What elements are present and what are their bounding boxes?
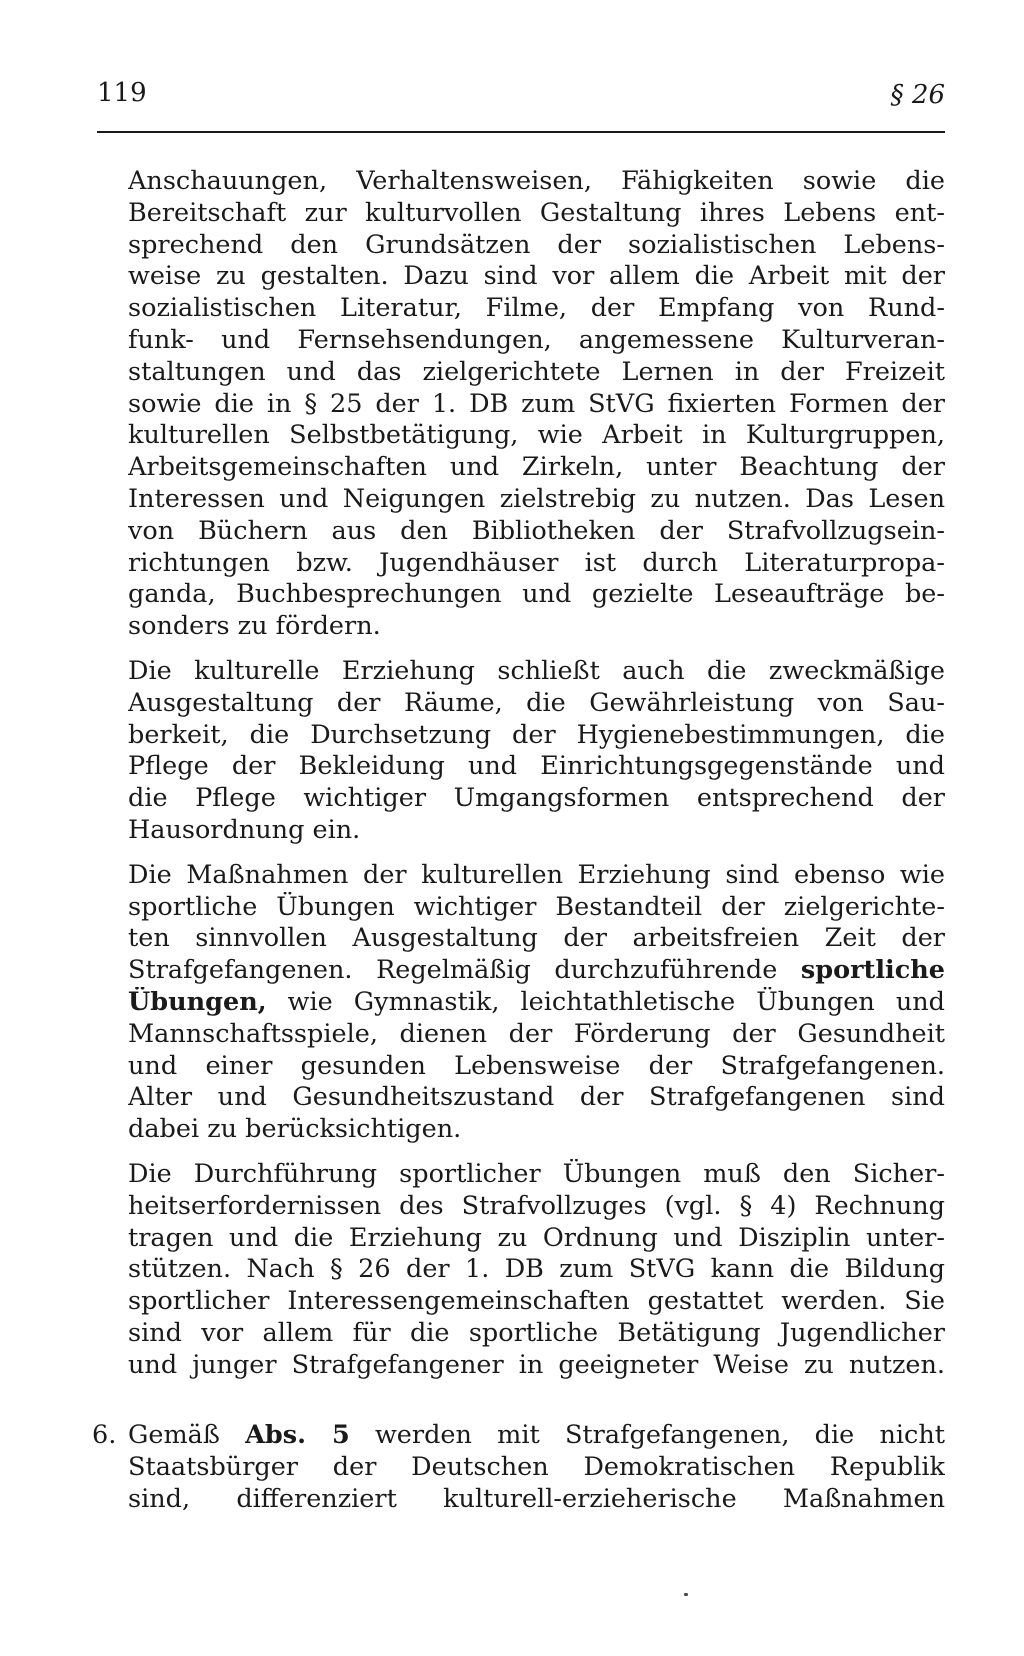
text-line: richtungen bzw. Jugendhäuser ist durch Literaturpropa- (128, 547, 945, 578)
text-line: von Büchern aus den Bibliotheken der Strafvollzugsein- (128, 515, 945, 546)
item-number: 6. (92, 1420, 117, 1450)
text-line: Staatsbürger der Deutschen Demokratischen Republik (128, 1451, 945, 1482)
paragraph-1 (128, 166, 945, 643)
numbered-item-body (128, 1420, 945, 1515)
paragraph-4 (128, 1159, 945, 1382)
text-line: ganda, Buchbesprechungen und gezielte Leseaufträge be- (128, 579, 945, 610)
text-line: Die Durchführung sportlicher Übungen muß den Sicher- (128, 1158, 945, 1189)
text-line: funk- und Fernsehsendungen, angemessene Kulturveran- (128, 324, 945, 355)
page-header (97, 78, 945, 114)
bold-term: Übungen, (128, 986, 267, 1017)
numbered-item-6 (92, 1420, 945, 1515)
text-line: Interessen und Neigungen zielstrebig zu nutzen. Das Lesen (128, 483, 945, 514)
text-run: Gemäß (128, 1420, 246, 1450)
page-number: 119 (97, 78, 147, 108)
text-line: sprechend den Grundsätzen der sozialistischen Lebens- (128, 229, 945, 260)
text-run: Strafgefangenen. Regelmäßig durchzuführende (128, 955, 801, 986)
text-line: die Pflege wichtiger Umgangsformen entsprechend der (128, 783, 945, 814)
bold-term: sportliche (800, 955, 945, 986)
text-run: werden mit Strafgefangenen, die nicht (349, 1420, 945, 1450)
paragraph-2 (128, 656, 945, 847)
text-line: sonders zu fördern. (128, 611, 381, 642)
text-line: und junger Strafgefangener in geeigneter Weise zu nutzen. (128, 1349, 945, 1380)
text-line: Die kulturelle Erziehung schließt auch die zweckmäßige (128, 655, 945, 686)
text-line: Hausordnung ein. (128, 814, 361, 845)
text-line: sind, differenziert kulturell-erzieherische Maßnahmen (128, 1483, 945, 1514)
text-line: sowie die in § 25 der 1. DB zum StVG fixierten Formen der (128, 388, 945, 419)
text-run: wie Gymnastik, leichtathletische Übungen und (266, 986, 945, 1017)
scan-speck (684, 1593, 688, 1596)
text-line: sozialistischen Literatur, Filme, der Empfang von Rund- (128, 293, 945, 324)
text-line: Arbeitsgemeinschaften und Zirkeln, unter Beachtung der (128, 452, 945, 483)
text-line: kulturellen Selbstbetätigung, wie Arbeit in Kulturgruppen, (128, 420, 945, 451)
bold-term: Abs. 5 (245, 1420, 350, 1450)
text-line-with-bold (128, 987, 945, 1019)
paragraph-3 (128, 860, 945, 1146)
section-reference: § 26 (890, 80, 945, 110)
text-line: sportlicher Interessengemeinschaften gestattet werden. Sie (128, 1286, 945, 1317)
text-line: weise zu gestalten. Dazu sind vor allem die Arbeit mit der (128, 261, 945, 292)
text-line: dabei zu berücksichtigen. (128, 1114, 462, 1145)
text-line: Pflege der Bekleidung und Einrichtungsgegenstände und (128, 751, 945, 782)
text-line-with-bold (128, 1420, 945, 1452)
body-text (128, 166, 945, 1381)
text-line: Die Maßnahmen der kulturellen Erziehung sind ebenso wie (128, 859, 945, 890)
header-rule (97, 131, 945, 133)
text-line: Ausgestaltung der Räume, die Gewährleistung von Sau- (128, 687, 945, 718)
text-line: sind vor allem für die sportliche Betätigung Jugendlicher (128, 1317, 945, 1348)
text-line: staltungen und das zielgerichtete Lernen in der Freizeit (128, 356, 945, 387)
text-line: sportliche Übungen wichtiger Bestandteil der zielgerichte- (128, 891, 945, 922)
text-line: und einer gesunden Lebensweise der Strafgefangenen. (128, 1050, 945, 1081)
text-line: stützen. Nach § 26 der 1. DB zum StVG kann die Bildung (128, 1254, 945, 1285)
text-line: Alter und Gesundheitszustand der Strafgefangenen sind (128, 1082, 945, 1113)
text-line: Bereitschaft zur kulturvollen Gestaltung ihres Lebens ent- (128, 197, 945, 228)
text-line-with-bold (128, 955, 945, 987)
text-line: Mannschaftsspiele, dienen der Förderung der Gesundheit (128, 1018, 945, 1049)
text-line: tragen und die Erziehung zu Ordnung und Disziplin unter- (128, 1222, 945, 1253)
text-line: Anschauungen, Verhaltensweisen, Fähigkeiten sowie die (128, 166, 945, 196)
text-line: ten sinnvollen Ausgestaltung der arbeitsfreien Zeit der (128, 923, 945, 954)
text-line: heitserfordernissen des Strafvollzuges (vgl. § 4) Rechnung (128, 1190, 945, 1221)
text-line: berkeit, die Durchsetzung der Hygienebestimmungen, die (128, 719, 945, 750)
